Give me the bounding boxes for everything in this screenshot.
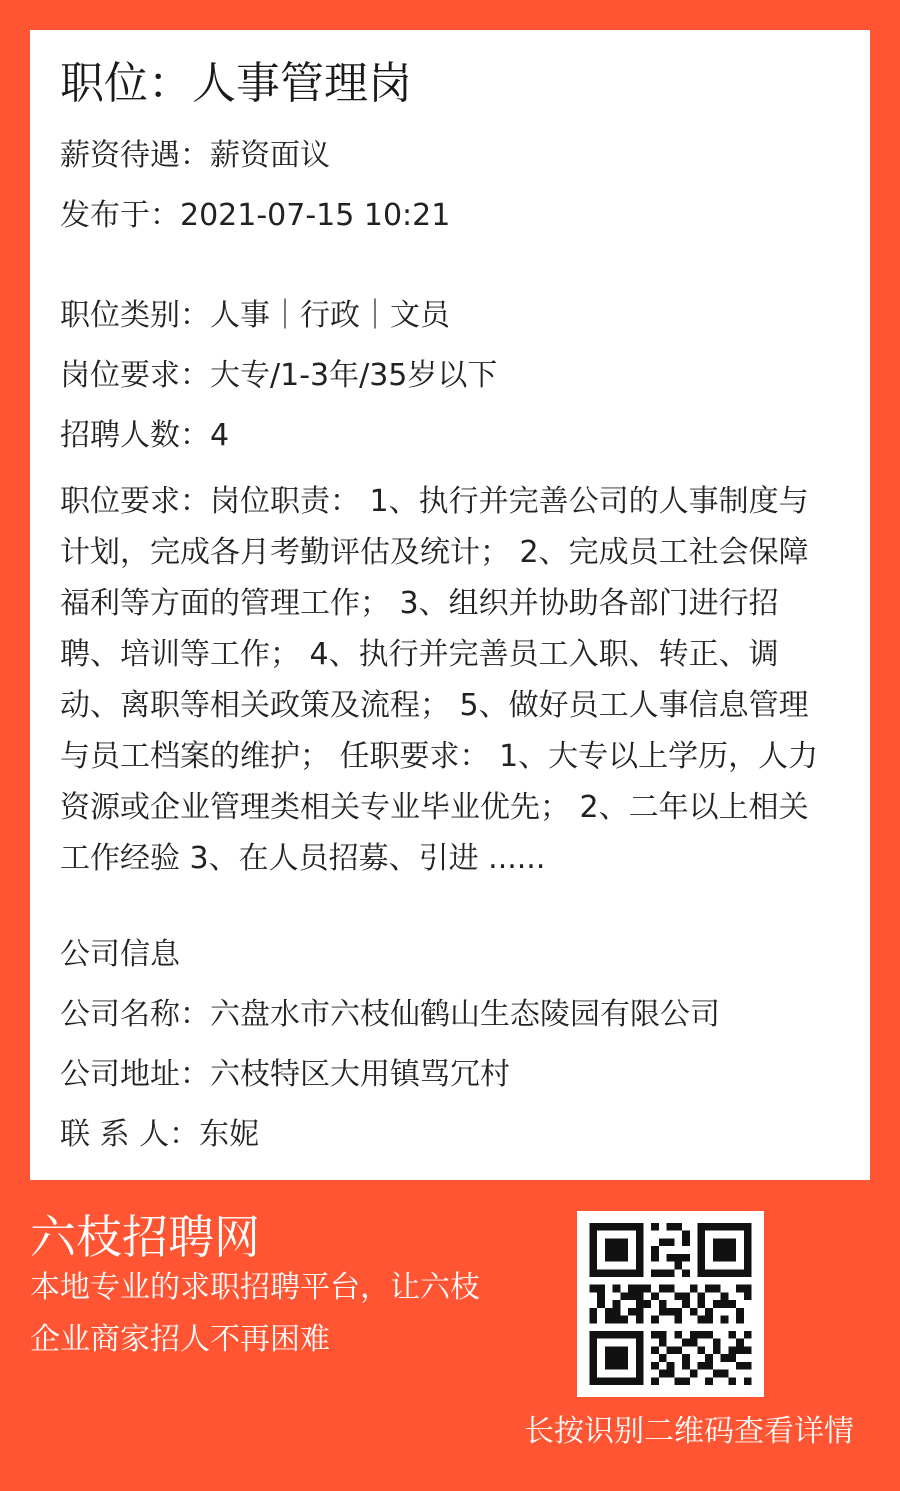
- brand-slogan: 本地专业的求职招聘平台，让六枝企业商家招人不再困难: [30, 1270, 480, 1357]
- job-category: 职位类别：人事｜行政｜文员: [60, 298, 450, 333]
- publish-date: 发布于：2021-07-15 10:21: [60, 198, 451, 233]
- qr-caption: 长按识别二维码查看详情: [524, 1414, 854, 1449]
- company-address: 公司地址：六枝特区大用镇骂冗村: [60, 1057, 510, 1092]
- headcount: 招聘人数：4: [60, 418, 230, 453]
- job-requirements-brief: 岗位要求：大专/1-3年/35岁以下: [60, 358, 498, 393]
- company-contact: 联 系 人：东妮: [60, 1117, 260, 1152]
- company-section-title: 公司信息: [60, 937, 180, 972]
- qr-code-icon: [589, 1223, 752, 1385]
- job-title: 职位：人事管理岗: [60, 58, 412, 109]
- job-card: [30, 30, 870, 1180]
- brand-title: 六枝招聘网: [30, 1210, 260, 1264]
- salary: 薪资待遇：薪资面议: [60, 138, 330, 173]
- company-name: 公司名称：六盘水市六枝仙鹤山生态陵园有限公司: [60, 997, 720, 1032]
- qr-code[interactable]: [577, 1211, 764, 1397]
- job-description: 职位要求：岗位职责： 1、执行并完善公司的人事制度与计划，完成各月考勤评估及统计； 2、完成员工社会保障福利等方面的管理工作； 3、组织并协助各部门进行招聘、培训等工作； 4、执行并完善员工入职、转正、调动、离职等相关政策及流程； 5、做好员工人事信息管理与员工档案的维护； 任职要求： 1、大专以上学历，人力资源或企业管理类相关专业毕业优先； 2、二年以上相关工作经验 3、在人员招募、引进 ......: [60, 484, 819, 876]
